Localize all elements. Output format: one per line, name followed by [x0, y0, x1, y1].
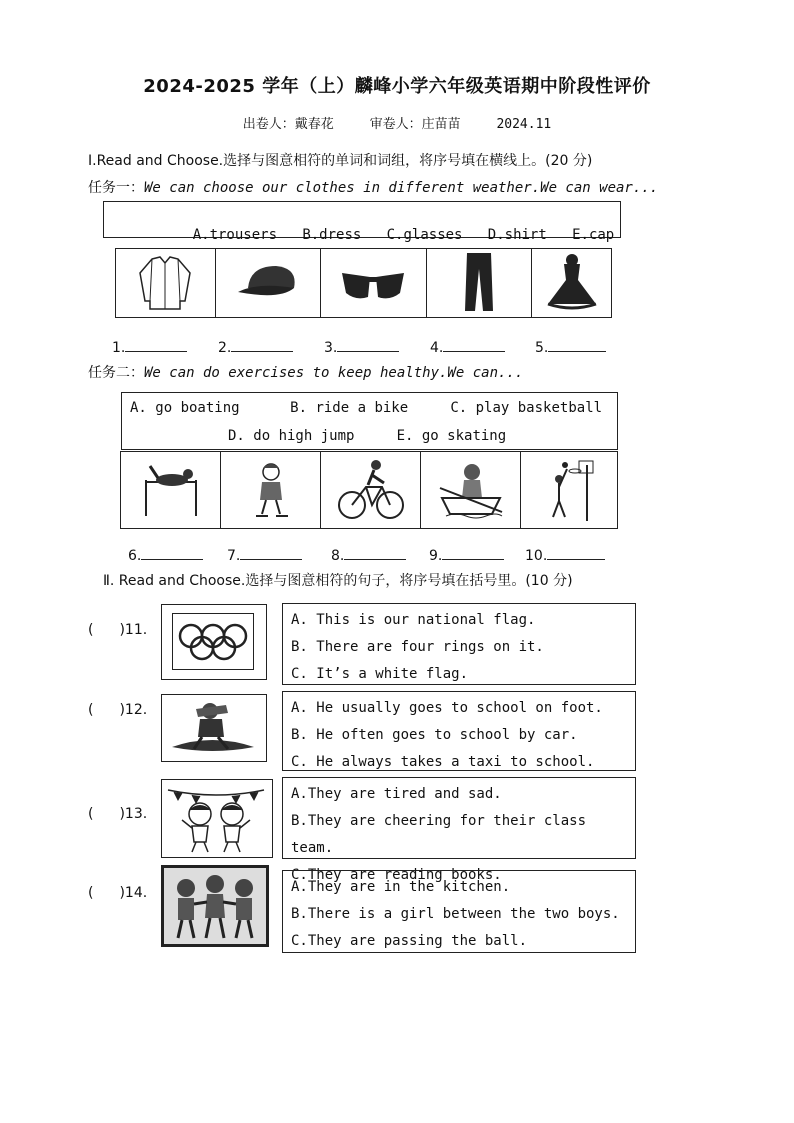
task1-option: C.glasses: [386, 227, 463, 243]
page-title: 2024-2025 学年（上）麟峰小学六年级英语期中阶段性评价: [143, 76, 651, 97]
answer-blank[interactable]: 4.: [430, 337, 505, 356]
task1-label: 任务一：: [88, 180, 144, 196]
dress-icon: [531, 248, 612, 318]
q14-options: [282, 870, 636, 953]
answer-blank[interactable]: 10.: [525, 545, 605, 564]
trousers-icon: [426, 248, 533, 318]
answer-blank[interactable]: 6.: [128, 545, 203, 564]
question-number: ( )14.: [88, 885, 148, 901]
task1-text: We can choose our clothes in different weather.We can wear...: [144, 180, 659, 196]
choice-option: B.They are cheering for their class team.: [291, 813, 587, 856]
q13-options: [282, 777, 636, 883]
choice-option: A.They are in the kitchen.: [291, 879, 511, 895]
boating-icon: [420, 451, 521, 529]
choice-option: C. It’s a white flag.: [291, 666, 469, 682]
part2-heading: Ⅱ. Read and Choose.选择与图意相符的句子，将序号填在括号里。(10 分): [103, 573, 573, 589]
choice-option: C.They are reading books.: [291, 867, 502, 883]
question-number: ( )11.: [88, 622, 148, 638]
task2-option: B. ride a bike: [290, 400, 409, 416]
q12-options: [282, 691, 636, 771]
task1-option: D.shirt: [487, 227, 547, 243]
task2-option: D. do high jump: [228, 428, 355, 444]
task2-text: We can do exercises to keep healthy.We can...: [144, 365, 524, 381]
answer-blank[interactable]: 7.: [227, 545, 302, 564]
task2-option: C. play basketball: [450, 400, 603, 416]
task1-pictures: [115, 248, 612, 318]
choice-option: B. He often goes to school by car.: [291, 727, 578, 743]
basketball-icon: [520, 451, 618, 529]
task2-options-box: [121, 392, 618, 450]
answer-blank[interactable]: 2.: [218, 337, 293, 356]
task1-prompt: [88, 177, 658, 197]
part1-heading: Ⅰ.Read and Choose.选择与图意相符的单词和词组，将序号填在横线上。(20 分): [88, 153, 593, 169]
author-label: 出卷人：戴春花: [242, 117, 334, 132]
answer-blank[interactable]: 1.: [112, 337, 187, 356]
task1-options-box: [103, 201, 621, 243]
choice-option: C. He always takes a taxi to school.: [291, 754, 595, 770]
cap-icon: [215, 248, 322, 318]
three-kids-image: [161, 865, 269, 947]
skating-icon: [220, 451, 321, 529]
answer-blank[interactable]: 9.: [429, 545, 504, 564]
walking-boy-image: [161, 694, 267, 762]
choice-option: B. There are four rings on it.: [291, 639, 544, 655]
task2-label: 任务二：: [88, 365, 144, 381]
answer-blank[interactable]: 5.: [535, 337, 606, 356]
cheering-kids-image: [161, 779, 273, 858]
choice-option: A.They are tired and sad.: [291, 786, 502, 802]
olympic-rings-image: [161, 604, 267, 680]
exam-info: [0, 113, 794, 132]
high-jump-icon: [120, 451, 221, 529]
task2-prompt: [88, 362, 523, 382]
shirt-icon: [115, 248, 216, 318]
exam-date: 2024.11: [496, 117, 552, 132]
choice-option: B.There is a girl between the two boys.: [291, 906, 620, 922]
choice-option: C.They are passing the ball.: [291, 933, 528, 949]
choice-option: A. He usually goes to school on foot.: [291, 700, 603, 716]
bike-icon: [320, 451, 421, 529]
q11-options: [282, 603, 636, 685]
task1-option: E.cap: [572, 227, 615, 243]
task2-pictures: [120, 451, 618, 529]
question-number: ( )12.: [88, 702, 148, 718]
question-number: ( )13.: [88, 806, 148, 822]
reviewer-label: 审卷人：庄苗苗: [369, 117, 461, 132]
task1-option: B.dress: [302, 227, 362, 243]
task2-option: A. go boating: [130, 400, 240, 416]
task2-option: E. go skating: [396, 428, 507, 444]
choice-option: A. This is our national flag.: [291, 612, 536, 628]
answer-blank[interactable]: 8.: [331, 545, 406, 564]
answer-blank[interactable]: 3.: [324, 337, 399, 356]
glasses-icon: [320, 248, 427, 318]
task1-option: A.trousers: [192, 227, 278, 243]
